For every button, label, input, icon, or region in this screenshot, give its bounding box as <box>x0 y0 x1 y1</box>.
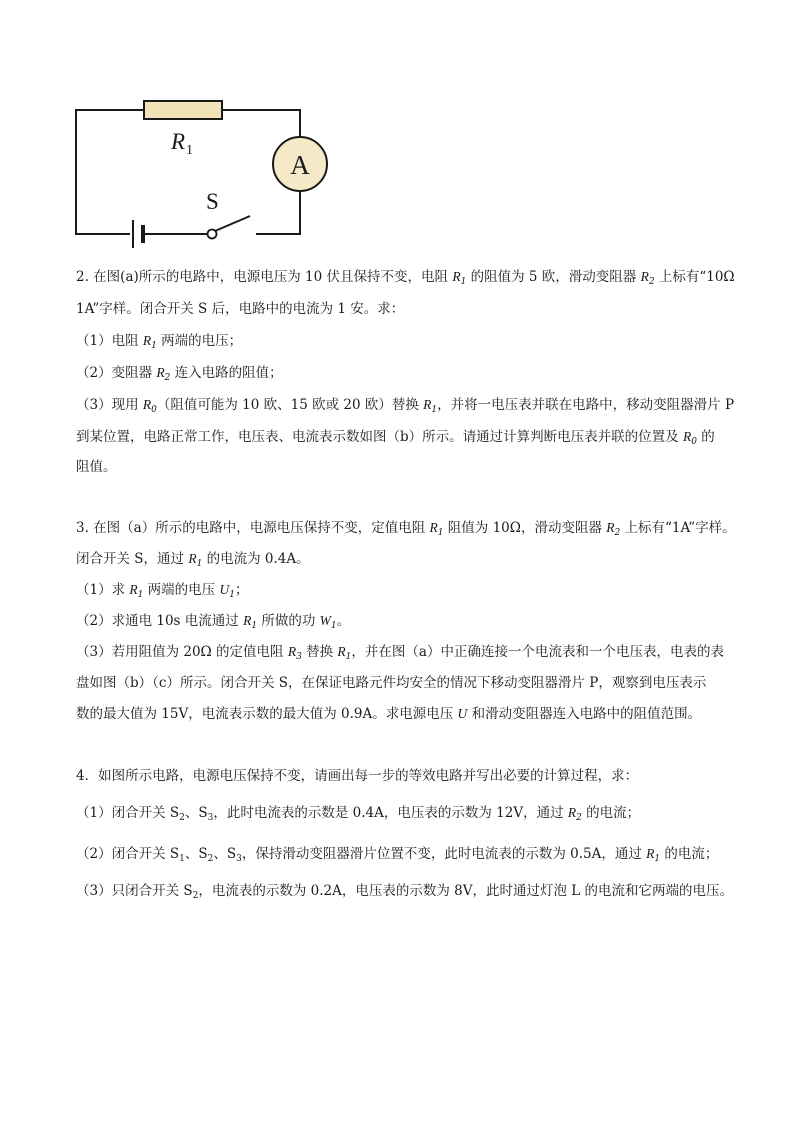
q2-part-1: （1）电阻 $R_1$ 两端的电压； <box>76 333 243 351</box>
q3-part-3-end: 数的最大值为 15V，电流表示数的最大值为 0.9A。求电源电压 U 和滑动变阻器连入电路中的阻值范围。 <box>76 706 702 722</box>
q4-part-1: （1）闭合开关 $S_2$、$S_3$，此时电流表的示数是 0.4A，电压表的示数为 12V，通过 $R_2$ 的电流； <box>76 805 641 823</box>
circuit-wire-left <box>76 110 144 234</box>
q4-part-2: （2）闭合开关 $S_1$、$S_2$、$S_3$，保持滑动变阻器滑片位置不变，此时电流表的示数为 0.5A，通过 $R_1$ 的电流； <box>76 846 719 864</box>
q3-part-3: （3）若用阻值为 20Ω 的定值电阻 $R_3$ 替换 $R_1$，并在图（a）中正确连接一个电流表和一个电压表，电表的表 <box>76 644 724 662</box>
switch-label: S <box>206 189 219 214</box>
q3-line-1: 3. 在图（a）所示的电路中，电源电压保持不变，定值电阻 $R_1$ 阻值为 10Ω，滑动变阻器 $R_2$ 上标有“1A”字样。 <box>76 520 736 538</box>
circuit-wire-bottom-right <box>256 192 300 234</box>
switch-pivot <box>208 230 217 239</box>
q4-line-1: 4．如图所示电路，电源电压保持不变，请画出每一步的等效电路并写出必要的计算过程，求： <box>76 768 639 784</box>
ammeter-label: A <box>290 150 310 180</box>
q2-line-1: 2. 在图(a)所示的电路中，电源电压为 10 伏且保持不变，电阻 $R_1$ 的阻值为 5 欧，滑动变阻器 $R_2$ 上标有“10Ω <box>76 269 735 287</box>
q2-line-2: 1A”字样。闭合开关 S 后，电路中的电流为 1 安。求： <box>76 301 405 317</box>
q3-part-2: （2）求通电 10s 电流通过 $R_1$ 所做的功 $W_1$。 <box>76 613 351 631</box>
circuit-wire-top-right <box>222 110 300 136</box>
q2-part-3-cont: 到某位置，电路正常工作，电压表、电流表示数如图（b）所示。请通过计算判断电压表并联的位置及 $R_0$ 的 <box>76 429 715 447</box>
resistor-r1 <box>144 101 222 119</box>
r1-label: R <box>171 129 186 154</box>
q3-part-3-cont: 盘如图（b）（c）所示。闭合开关 S，在保证电路元件均安全的情况下移动变阻器滑片 P，观察到电压表示 <box>76 675 707 691</box>
q2-part-3: （3）现用 $R_0$（阻值可能为 10 欧、15 欧或 20 欧）替换 $R_1$，并将一电压表并联在电路中，移动变阻器滑片 P <box>76 397 735 415</box>
q2-part-2: （2）变阻器 $R_2$ 连入电路的阻值； <box>76 365 283 383</box>
q3-line-2: 闭合开关 S，通过 $R_1$ 的电流为 0.4A。 <box>76 551 310 569</box>
r1-subscript: 1 <box>186 143 193 158</box>
q3-part-1: （1）求 $R_1$ 两端的电压 $U_1$； <box>76 582 249 600</box>
q2-part-3-end: 阻值。 <box>76 459 117 475</box>
q4-part-3: （3）只闭合开关 $S_2$，电流表的示数为 0.2A，电压表的示数为 8V，此时通过灯泡 L 的电流和它两端的电压。 <box>76 883 734 901</box>
circuit-diagram <box>60 92 350 250</box>
